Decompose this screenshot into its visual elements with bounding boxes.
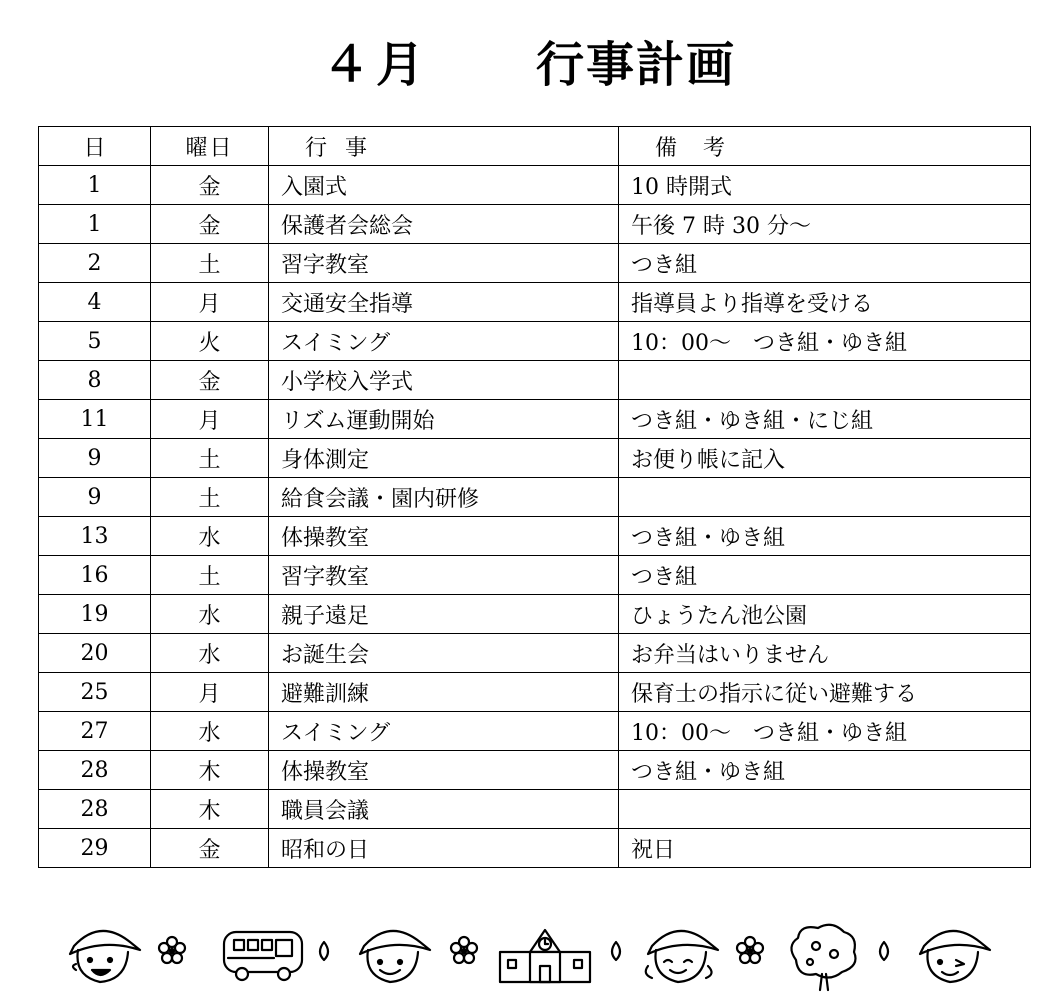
cell-day: 9 [39, 439, 151, 478]
cell-event: 習字教室 [269, 244, 619, 283]
cell-event: 避難訓練 [269, 673, 619, 712]
cell-day-of-week: 金 [151, 166, 269, 205]
petal-icon [612, 942, 620, 960]
cell-event: 入園式 [269, 166, 619, 205]
cell-day-of-week: 水 [151, 712, 269, 751]
cell-day: 28 [39, 751, 151, 790]
cell-day-of-week: 金 [151, 361, 269, 400]
cell-day: 1 [39, 205, 151, 244]
table-row [39, 790, 1031, 829]
cell-day-of-week: 木 [151, 751, 269, 790]
table-row [39, 439, 1031, 478]
table-row [39, 205, 1031, 244]
school-building-icon [500, 930, 590, 982]
cell-note: お弁当はいりません [619, 634, 1031, 673]
flower-icon [451, 937, 477, 963]
cell-day: 19 [39, 595, 151, 634]
petal-icon [880, 942, 888, 960]
cell-day-of-week: 金 [151, 829, 269, 868]
cell-day: 27 [39, 712, 151, 751]
cell-day-of-week: 木 [151, 790, 269, 829]
event-schedule-table [38, 126, 1031, 868]
cell-day-of-week: 水 [151, 517, 269, 556]
child-with-hat-icon [646, 931, 718, 982]
cell-day: 25 [39, 673, 151, 712]
header-event: 行事 [269, 127, 619, 166]
cell-note: 祝日 [619, 829, 1031, 868]
cell-event: リズム運動開始 [269, 400, 619, 439]
footer-illustrations [60, 912, 1020, 992]
header-day: 日 [39, 127, 151, 166]
title-text: 行事計画 [536, 37, 737, 93]
cell-event: 体操教室 [269, 751, 619, 790]
cell-day: 5 [39, 322, 151, 361]
cell-note: 指導員より指導を受ける [619, 283, 1031, 322]
child-with-hat-icon [70, 931, 140, 982]
cell-note: 10：00～ つき組・ゆき組 [619, 322, 1031, 361]
cell-event: スイミング [269, 322, 619, 361]
table-row [39, 634, 1031, 673]
cell-day: 11 [39, 400, 151, 439]
cell-note: つき組 [619, 556, 1031, 595]
cell-event: 親子遠足 [269, 595, 619, 634]
bus-icon [224, 932, 302, 980]
table-row [39, 595, 1031, 634]
cell-day: 28 [39, 790, 151, 829]
cell-note: つき組・ゆき組 [619, 517, 1031, 556]
cell-note [619, 790, 1031, 829]
cell-event: 習字教室 [269, 556, 619, 595]
table-row [39, 556, 1031, 595]
cell-day-of-week: 月 [151, 400, 269, 439]
cell-day: 9 [39, 478, 151, 517]
cell-day: 13 [39, 517, 151, 556]
page-title [0, 22, 1060, 92]
flower-icon [159, 937, 185, 963]
cherry-tree-icon [791, 925, 855, 990]
cell-event: 身体測定 [269, 439, 619, 478]
header-note: 備考 [619, 127, 1031, 166]
cell-day-of-week: 土 [151, 556, 269, 595]
cell-event: お誕生会 [269, 634, 619, 673]
table-row [39, 517, 1031, 556]
table-row [39, 361, 1031, 400]
cell-day: 4 [39, 283, 151, 322]
cell-event: スイミング [269, 712, 619, 751]
cell-event: 職員会議 [269, 790, 619, 829]
cell-event: 体操教室 [269, 517, 619, 556]
cell-event: 小学校入学式 [269, 361, 619, 400]
table-body [39, 166, 1031, 868]
cell-event: 交通安全指導 [269, 283, 619, 322]
cell-note: 10 時開式 [619, 166, 1031, 205]
cell-note: お便り帳に記入 [619, 439, 1031, 478]
title-month: ４月 [322, 37, 431, 93]
table-row [39, 244, 1031, 283]
table-row [39, 322, 1031, 361]
child-with-hat-icon [920, 931, 990, 982]
table-row [39, 400, 1031, 439]
cell-day-of-week: 水 [151, 634, 269, 673]
cell-day-of-week: 金 [151, 205, 269, 244]
header-day-of-week: 曜日 [151, 127, 269, 166]
table-row [39, 751, 1031, 790]
table-header-row [39, 127, 1031, 166]
cell-note: ひょうたん池公園 [619, 595, 1031, 634]
cell-day: 1 [39, 166, 151, 205]
cell-day: 20 [39, 634, 151, 673]
cell-day: 16 [39, 556, 151, 595]
cell-day-of-week: 土 [151, 478, 269, 517]
cell-note: 10：00～ つき組・ゆき組 [619, 712, 1031, 751]
flower-icon [737, 937, 763, 963]
cell-day-of-week: 火 [151, 322, 269, 361]
cell-day: 8 [39, 361, 151, 400]
cell-note: 保育士の指示に従い避難する [619, 673, 1031, 712]
cell-day-of-week: 月 [151, 283, 269, 322]
cell-note [619, 478, 1031, 517]
cell-event: 昭和の日 [269, 829, 619, 868]
cell-event: 給食会議・園内研修 [269, 478, 619, 517]
petal-icon [320, 942, 328, 960]
cell-day: 29 [39, 829, 151, 868]
cell-event: 保護者会総会 [269, 205, 619, 244]
cell-note: 午後 7 時 30 分～ [619, 205, 1031, 244]
cell-day-of-week: 土 [151, 439, 269, 478]
table-row [39, 712, 1031, 751]
child-with-hat-icon [360, 931, 430, 982]
table-row [39, 673, 1031, 712]
cell-day: 2 [39, 244, 151, 283]
cell-day-of-week: 水 [151, 595, 269, 634]
cell-note [619, 361, 1031, 400]
cell-note: つき組・ゆき組・にじ組 [619, 400, 1031, 439]
cell-note: つき組 [619, 244, 1031, 283]
cell-day-of-week: 土 [151, 244, 269, 283]
cell-note: つき組・ゆき組 [619, 751, 1031, 790]
table-row [39, 478, 1031, 517]
cell-day-of-week: 月 [151, 673, 269, 712]
table-row [39, 829, 1031, 868]
table-row [39, 283, 1031, 322]
table-row [39, 166, 1031, 205]
